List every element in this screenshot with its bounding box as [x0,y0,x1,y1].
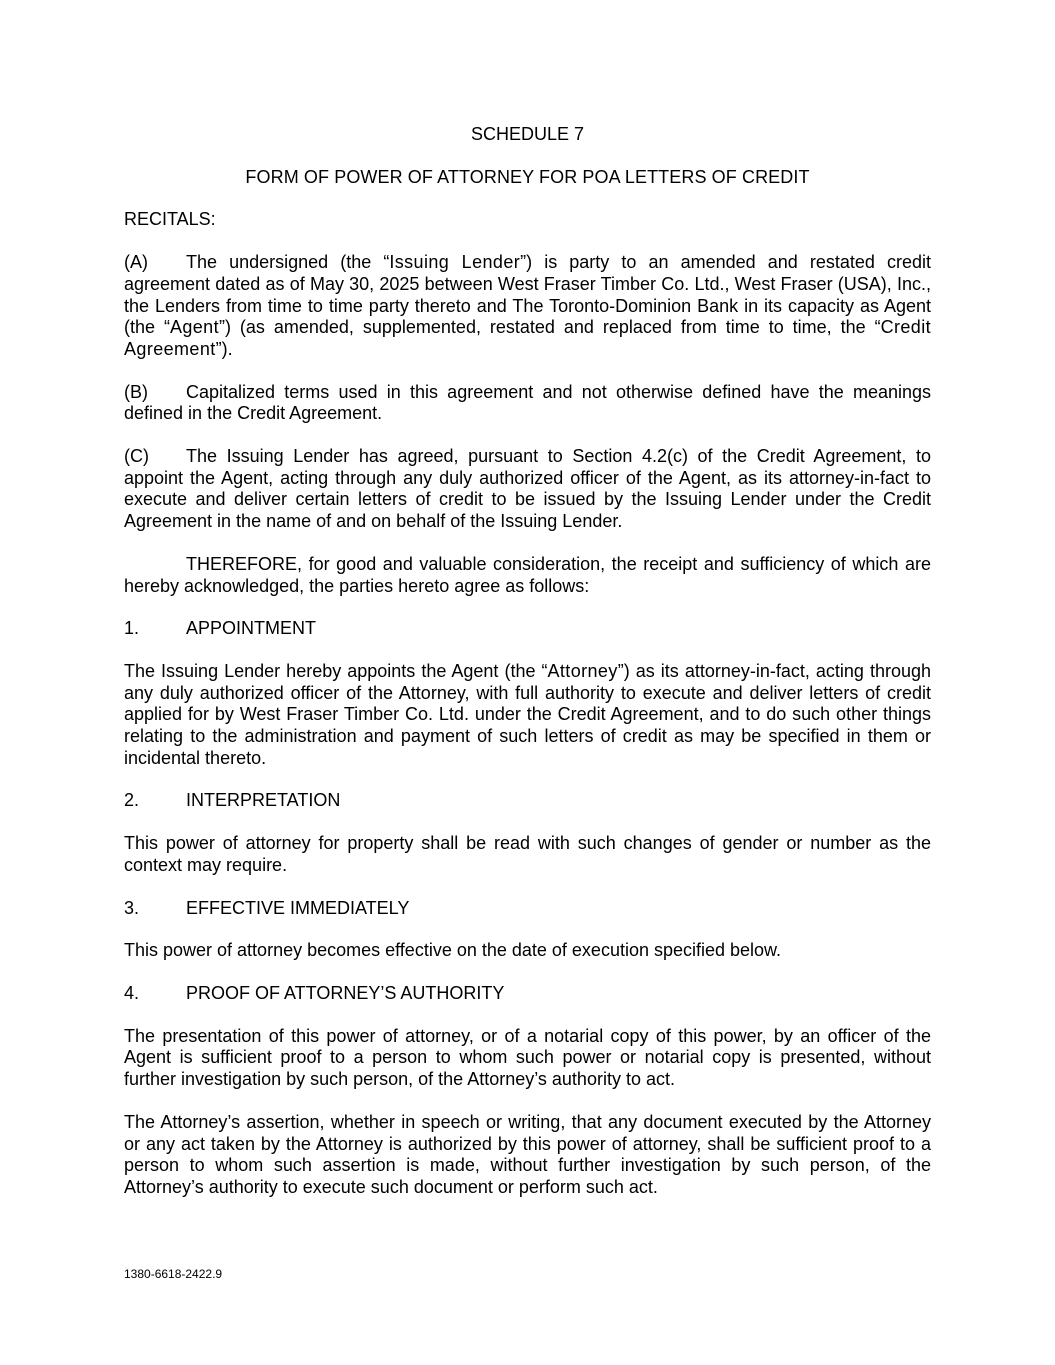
recital-b [124,382,931,425]
recital-b-text: Capitalized terms used in this agreement and not otherwise defined have the meanings defined in the Credit Agreement. [124,381,931,424]
section-1-number: 1. [124,618,140,639]
section-1-heading [124,618,931,640]
section-2-body: This power of attorney for property shall be read with such changes of gender or number as the context may require. [124,833,931,875]
section-3-body: This power of attorney becomes effective on the date of execution specified below. [124,940,782,961]
section-4-paragraph-1: The presentation of this power of attorney, or of a notarial copy of this power, by an officer of the Agent is sufficient proof to a person to whom such power or notarial copy is presented, without further investigation by such person, of the Attorney’s authority to act. [124,1025,931,1090]
section-1-text-2: ”) as its attorney-in-fact, acting through any duly authorized officer of the Attorney, with full authority to execute and deliver letters of credit applied for by West Fraser Timber Co. Ltd. under the Credit Agreement, and to do such other things relating to the administration and payment of such letters of credit as may be specified in them or incidental thereto. [124,660,932,768]
section-3-heading [124,898,931,920]
section-4-heading [124,983,931,1005]
section-1-text-1: The Issuing Lender hereby appoints the Agent (the “ [124,660,548,681]
section-2-title: INTERPRETATION [186,790,341,811]
recital-a [124,252,931,361]
defined-term-attorney: Attorney [547,660,618,681]
section-2-number: 2. [124,790,140,811]
document-title: FORM OF POWER OF ATTORNEY FOR POA LETTERS OF CREDIT [245,166,810,187]
defined-term-credit-agreement: Credit Agreement [124,317,931,359]
document-page [124,124,931,1220]
defined-term-issuing-lender: Issuing Lender [389,252,521,273]
recital-a-text-3: ”) (as amended, supplemented, restated and replaced from time to time, the “ [219,317,881,338]
therefore-clause: THEREFORE, for good and valuable consideration, the receipt and sufficiency of which are hereby acknowledged, the parties hereto agree as follows: [124,553,931,596]
recital-c-text: The Issuing Lender has agreed, pursuant to Section 4.2(c) of the Credit Agreement, to appoint the Agent, acting through any duly authorized officer of the Agent, as its attorney-in-fact to execute and deliver certain letters of credit to be issued by the Issuing Lender under the Credit Agreement in the name of and on behalf of the Issuing Lender. [124,446,931,532]
section-2-heading [124,790,931,812]
recital-a-text-4: ”). [215,338,233,359]
recital-c-marker: (C) [124,446,149,467]
section-4-paragraph-2: The Attorney’s assertion, whether in speech or writing, that any document executed by the Attorney or any act taken by the Attorney is authorized by this power of attorney, shall be sufficient proof to a person to whom such assertion is made, without further investigation by such person, of the Attorney’s authority to execute such document or perform such act. [124,1111,931,1197]
recital-a-text-1: The undersigned (the “ [186,252,390,273]
section-3-title: EFFECTIVE IMMEDIATELY [186,897,410,918]
recital-a-text-2: ”) is party to an amended and restated credit agreement dated as of May 30, 2025 between West Fraser Timber Co. Ltd., West Fraser (USA), Inc., the Lenders from time to time party thereto and The Toronto-Dominion Bank in its capacity as Agent (the “ [124,252,931,338]
section-1-body [124,661,931,770]
section-1-title: APPOINTMENT [186,618,317,639]
section-4-title: PROOF OF ATTORNEY’S AUTHORITY [186,982,505,1003]
section-3-number: 3. [124,897,140,918]
defined-term-agent: Agent [169,317,219,338]
recital-a-marker: (A) [124,252,148,273]
schedule-title: SCHEDULE 7 [470,124,585,144]
recital-b-marker: (B) [124,381,148,402]
recitals-label: RECITALS: [124,209,216,230]
document-id-footer: 1380-6618-2422.9 [124,1267,223,1281]
recital-c [124,446,931,533]
section-4-number: 4. [124,982,140,1003]
